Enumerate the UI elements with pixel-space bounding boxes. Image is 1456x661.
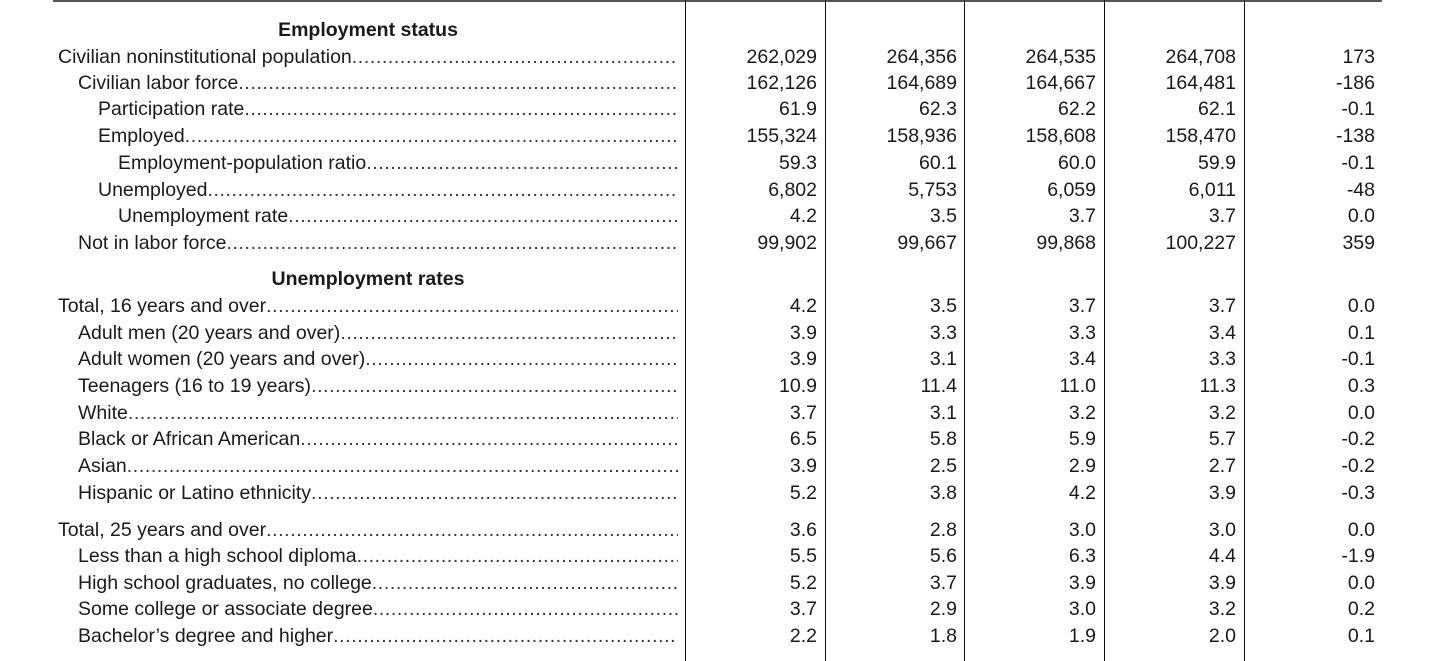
table-row [0, 596, 1456, 622]
cell-value: 0.0 [1347, 572, 1375, 594]
cell-value: 99,667 [897, 232, 957, 254]
cell-value: 2.2 [789, 625, 817, 647]
cell-value: 262,029 [746, 46, 817, 68]
cell-value: 3.1 [929, 402, 957, 424]
cell-value: 62.2 [1058, 98, 1096, 120]
cell-value: -186 [1335, 72, 1375, 94]
cell-value: 5,753 [908, 179, 957, 201]
cell-value: 99,868 [1036, 232, 1096, 254]
row-label: Not in labor force ..... [78, 230, 678, 256]
row-label: High school graduates, no college ..... [78, 570, 678, 596]
cell-value: 1.8 [929, 625, 957, 647]
table-row [0, 400, 1456, 426]
table-row [0, 230, 1456, 256]
cell-value: -0.2 [1341, 428, 1375, 450]
cell-value: 3.0 [1068, 598, 1096, 620]
cell-value: 11.0 [1059, 375, 1096, 397]
cell-value: 99,902 [757, 232, 817, 254]
cell-value: 2.8 [929, 519, 957, 541]
cell-value: 2.5 [929, 455, 957, 477]
cell-value: -1.9 [1341, 545, 1375, 567]
row-label: Adult women (20 years and over) ..... [78, 346, 678, 372]
cell-value: 100,227 [1165, 232, 1236, 254]
cell-value: 5.2 [789, 482, 817, 504]
cell-value: 0.1 [1347, 322, 1375, 344]
cell-value: 3.7 [929, 572, 957, 594]
table-row [0, 517, 1456, 543]
row-label: White ..... [78, 400, 678, 426]
row-label: Employment-population ratio ..... [118, 150, 678, 176]
cell-value: 3.7 [1068, 205, 1096, 227]
cell-value: 6,802 [768, 179, 817, 201]
cell-value: 264,356 [886, 46, 957, 68]
table-row [0, 123, 1456, 149]
table-row [0, 373, 1456, 399]
row-label: Total, 16 years and over ..... [58, 293, 678, 319]
cell-value: 3.9 [789, 348, 817, 370]
cell-value: 3.9 [1068, 572, 1096, 594]
row-label: Teenagers (16 to 19 years) ..... [78, 373, 678, 399]
cell-value: -0.2 [1341, 455, 1375, 477]
cell-value: 164,667 [1025, 72, 1096, 94]
cell-value: 3.9 [789, 322, 817, 344]
cell-value: 3.7 [1208, 205, 1236, 227]
row-label: Civilian labor force ..... [78, 70, 678, 96]
cell-value: 4.2 [1068, 482, 1096, 504]
cell-value: 3.3 [1068, 322, 1096, 344]
cell-value: 0.0 [1347, 402, 1375, 424]
cell-value: 59.3 [779, 152, 817, 174]
cell-value: 61.9 [779, 98, 817, 120]
cell-value: 62.1 [1198, 98, 1236, 120]
cell-value: 3.2 [1068, 402, 1096, 424]
cell-value: 0.1 [1347, 625, 1375, 647]
table-row [0, 203, 1456, 229]
cell-value: 3.8 [929, 482, 957, 504]
row-label: Adult men (20 years and over) ..... [78, 320, 678, 346]
table-row [0, 480, 1456, 506]
cell-value: 5.8 [929, 428, 957, 450]
cell-value: 3.3 [929, 322, 957, 344]
cell-value: 2.9 [1068, 455, 1096, 477]
cell-value: 164,689 [886, 72, 957, 94]
section-heading-employment-status: Employment status [278, 19, 458, 41]
table-row [0, 293, 1456, 319]
cell-value: 5.5 [789, 545, 817, 567]
cell-value: 158,470 [1165, 125, 1236, 147]
cell-value: 62.3 [919, 98, 957, 120]
cell-value: 3.9 [789, 455, 817, 477]
cell-value: 5.7 [1208, 428, 1236, 450]
cell-value: 264,535 [1025, 46, 1096, 68]
table-row [0, 346, 1456, 372]
cell-value: 6,011 [1188, 179, 1236, 201]
table-row [0, 177, 1456, 203]
cell-value: 3.6 [789, 519, 817, 541]
cell-value: 10.9 [779, 375, 817, 397]
cell-value: -138 [1335, 125, 1375, 147]
cell-value: 5.2 [789, 572, 817, 594]
cell-value: 4.2 [789, 295, 817, 317]
cell-value: -0.3 [1341, 482, 1375, 504]
cell-value: 6.3 [1068, 545, 1096, 567]
table-row [0, 570, 1456, 596]
cell-value: 0.2 [1347, 598, 1375, 620]
table-row [0, 453, 1456, 479]
cell-value: 60.1 [919, 152, 957, 174]
cell-value: 3.2 [1208, 402, 1236, 424]
cell-value: 3.5 [929, 295, 957, 317]
row-label: Black or African American ..... [78, 426, 678, 452]
cell-value: 162,126 [746, 72, 817, 94]
cell-value: -48 [1346, 179, 1375, 201]
cell-value: 3.5 [929, 205, 957, 227]
row-label: Hispanic or Latino ethnicity ..... [78, 480, 678, 506]
cell-value: 3.4 [1068, 348, 1096, 370]
table-row [0, 70, 1456, 96]
cell-value: 4.4 [1208, 545, 1236, 567]
cell-value: 2.9 [929, 598, 957, 620]
row-label: Unemployed ..... [98, 177, 678, 203]
cell-value: 0.3 [1347, 375, 1375, 397]
table-row [0, 150, 1456, 176]
table-top-rule [53, 0, 1382, 2]
cell-value: 3.2 [1208, 598, 1236, 620]
table-row [0, 426, 1456, 452]
cell-value: 3.3 [1208, 348, 1236, 370]
cell-value: 6,059 [1047, 179, 1096, 201]
cell-value: 3.0 [1208, 519, 1236, 541]
cell-value: 5.9 [1068, 428, 1096, 450]
cell-value: 6.5 [789, 428, 817, 450]
cell-value: 3.7 [1208, 295, 1236, 317]
cell-value: 3.7 [789, 598, 817, 620]
cell-value: 164,481 [1165, 72, 1236, 94]
cell-value: 1.9 [1068, 625, 1096, 647]
table-row [0, 623, 1456, 649]
cell-value: 59.9 [1198, 152, 1236, 174]
cell-value: 158,936 [886, 125, 957, 147]
cell-value: 359 [1342, 232, 1375, 254]
row-label: Participation rate ..... [98, 96, 678, 122]
row-label: Less than a high school diploma ..... [78, 543, 678, 569]
cell-value: 155,324 [746, 125, 817, 147]
row-label: Asian ..... [78, 453, 678, 479]
cell-value: 3.0 [1068, 519, 1096, 541]
cell-value: 2.0 [1208, 625, 1236, 647]
cell-value: 11.3 [1199, 375, 1236, 397]
cell-value: 0.0 [1347, 295, 1375, 317]
cell-value: 3.4 [1208, 322, 1236, 344]
table-row [0, 96, 1456, 122]
cell-value: 0.0 [1347, 519, 1375, 541]
cell-value: 158,608 [1025, 125, 1096, 147]
cell-value: 4.2 [789, 205, 817, 227]
cell-value: -0.1 [1341, 98, 1375, 120]
cell-value: 0.0 [1347, 205, 1375, 227]
row-label: Civilian noninstitutional population ..... [58, 44, 678, 70]
cell-value: 3.7 [789, 402, 817, 424]
row-label: Total, 25 years and over ..... [58, 517, 678, 543]
section-heading-unemployment-rates: Unemployment rates [271, 268, 465, 290]
table-row [0, 44, 1456, 70]
cell-value: -0.1 [1341, 152, 1375, 174]
cell-value: 264,708 [1165, 46, 1236, 68]
cell-value: 3.9 [1208, 572, 1236, 594]
cell-value: 5.6 [929, 545, 957, 567]
cell-value: 173 [1342, 46, 1375, 68]
row-label: Bachelor’s degree and higher ..... [78, 623, 678, 649]
row-label: Unemployment rate ..... [118, 203, 678, 229]
row-label: Employed ..... [98, 123, 678, 149]
table-row [0, 320, 1456, 346]
cell-value: 3.1 [929, 348, 957, 370]
cell-value: 60.0 [1058, 152, 1096, 174]
row-label: Some college or associate degree ..... [78, 596, 678, 622]
cell-value: 3.7 [1068, 295, 1096, 317]
cell-value: -0.1 [1341, 348, 1375, 370]
cell-value: 2.7 [1208, 455, 1236, 477]
table-row [0, 543, 1456, 569]
cell-value: 11.4 [920, 375, 957, 397]
cell-value: 3.9 [1208, 482, 1236, 504]
